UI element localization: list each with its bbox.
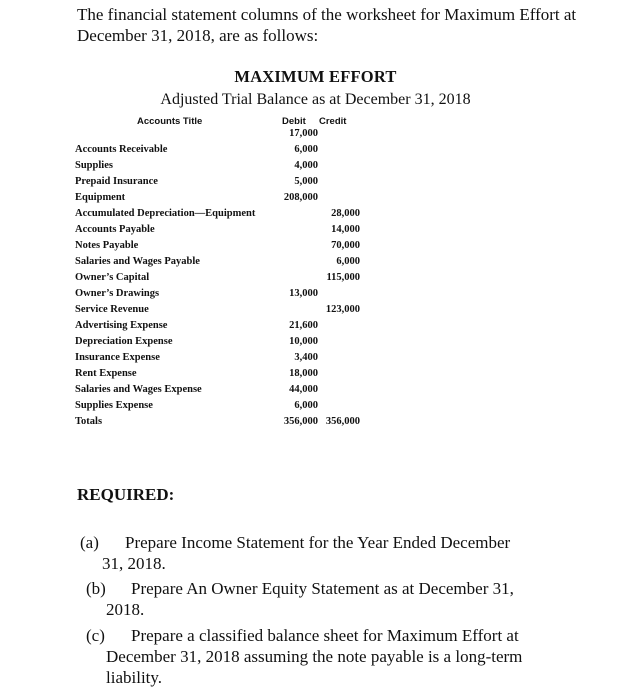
account-cell: Supplies Expense (75, 400, 153, 411)
requirement-a-line1: Prepare Income Statement for the Year Ended December (125, 533, 511, 552)
account-cell: Totals (75, 416, 103, 427)
account-cell: Supplies (75, 160, 113, 171)
account-cell: Depreciation Expense (75, 336, 173, 347)
intro-text: The financial statement columns of the worksheet for Maximum Effort at December 31, 2018, are as follows: (77, 5, 577, 45)
credit-cell: 14,000 (331, 224, 360, 235)
statement-subtitle: Adjusted Trial Balance as at December 31, 2018 (160, 91, 471, 108)
table-row (0, 238, 631, 254)
debit-cell: 17,000 (289, 128, 318, 139)
requirement-b-label: (b) (86, 579, 106, 598)
table-row (0, 158, 631, 174)
debit-cell: 356,000 (283, 416, 318, 427)
debit-cell: 208,000 (283, 192, 318, 203)
account-cell: Service Revenue (75, 304, 149, 315)
account-cell: Prepaid Insurance (75, 176, 158, 187)
table-row (0, 254, 631, 270)
credit-cell: 123,000 (325, 304, 360, 315)
table-row (0, 126, 631, 142)
company-name: MAXIMUM EFFORT (234, 67, 397, 86)
credit-cell: 356,000 (325, 416, 360, 427)
account-cell: Rent Expense (75, 368, 137, 379)
debit-cell: 10,000 (289, 336, 318, 347)
account-cell: Equipment (75, 192, 126, 203)
credit-header: Credit (319, 116, 347, 127)
requirement-b (86, 578, 576, 620)
table-row (0, 398, 631, 414)
requirement-a (80, 532, 570, 574)
requirement-b-line2: 2018. (106, 600, 145, 619)
table-row (0, 302, 631, 318)
table-row (0, 190, 631, 206)
table-row (0, 414, 631, 430)
debit-cell: 44,000 (289, 384, 318, 395)
debit-cell: 18,000 (289, 368, 318, 379)
account-cell: Salaries and Wages Payable (75, 256, 200, 267)
table-row (0, 222, 631, 238)
account-cell: Owner’s Drawings (75, 288, 160, 299)
accounts-title-header: Accounts Title (137, 116, 203, 127)
debit-cell: 3,400 (294, 352, 318, 363)
table-row (0, 350, 631, 366)
table-row (0, 318, 631, 334)
requirement-c (86, 625, 576, 688)
account-cell: Accounts Payable (75, 224, 155, 235)
table-row (0, 334, 631, 350)
account-cell: Owner’s Capital (75, 272, 150, 283)
table-row (0, 286, 631, 302)
debit-cell: 6,000 (294, 144, 318, 155)
credit-cell: 70,000 (331, 240, 360, 251)
requirement-c-label: (c) (86, 626, 105, 645)
table-row (0, 142, 631, 158)
account-cell: Notes Payable (75, 240, 139, 251)
trial-balance-table (0, 126, 631, 430)
account-cell: Accounts Receivable (75, 144, 168, 155)
debit-cell: 4,000 (294, 160, 318, 171)
table-row (0, 366, 631, 382)
credit-cell: 6,000 (336, 256, 360, 267)
account-cell: Insurance Expense (75, 352, 160, 363)
requirement-c-line3: liability. (106, 668, 163, 687)
debit-cell: 21,600 (289, 320, 318, 331)
requirement-b-line1: Prepare An Owner Equity Statement as at December 31, (131, 579, 514, 598)
table-row (0, 270, 631, 286)
table-row (0, 382, 631, 398)
account-cell: Accumulated Depreciation—Equipment (75, 208, 256, 219)
account-cell: Advertising Expense (75, 320, 168, 331)
requirement-c-line1: Prepare a classified balance sheet for Maximum Effort at (131, 626, 519, 645)
debit-header: Debit (282, 116, 306, 127)
requirement-a-label: (a) (80, 533, 99, 552)
required-heading: REQUIRED: (77, 485, 175, 504)
requirement-c-line2: December 31, 2018 assuming the note payable is a long-term (106, 647, 523, 666)
account-cell: Salaries and Wages Expense (75, 384, 202, 395)
debit-cell: 6,000 (294, 400, 318, 411)
credit-cell: 28,000 (331, 208, 360, 219)
table-row (0, 206, 631, 222)
requirement-a-line2: 31, 2018. (102, 554, 166, 573)
credit-cell: 115,000 (326, 272, 360, 283)
debit-cell: 5,000 (294, 176, 318, 187)
table-row (0, 174, 631, 190)
debit-cell: 13,000 (289, 288, 318, 299)
